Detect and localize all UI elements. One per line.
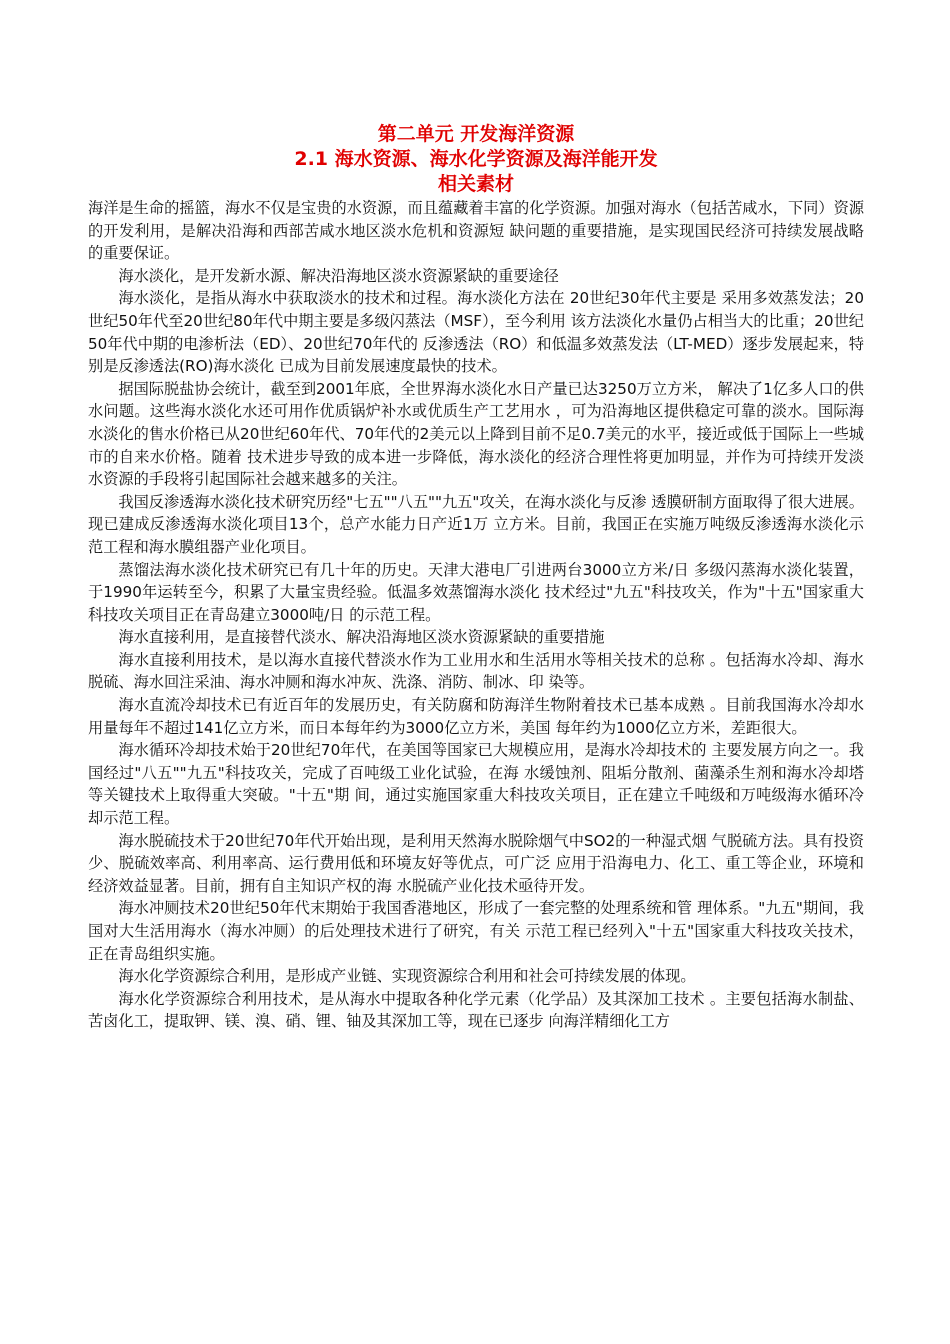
paragraph: 我国反渗透海水淡化技术研究历经"七五""八五""九五"攻关，在海水淡化与反渗 透膜研制方面取得了很大进展。现已建成反渗透海水淡化项目13个，总产水能力日产近1万 立方米。目前，我国正在实施万吨级反渗透海水淡化示范工程和海水膜组器产业化项目。 xyxy=(88,492,864,556)
unit-title: 第二单元 开发海洋资源 xyxy=(377,123,575,145)
body-text xyxy=(88,197,864,1033)
paragraph: 海水化学资源综合利用，是形成产业链、实现资源综合利用和社会可持续发展的体现。 xyxy=(118,967,696,986)
paragraph: 海水淡化，是指从海水中获取淡水的技术和过程。海水淡化方法在 20世纪30年代主要是 采用多效蒸发法；20世纪50年代至20世纪80年代中期主要是多级闪蒸法（MSF），至今利用 该方法淡化水量仍占相当大的比重；20世纪50年代中期的电渗析法（ED）、20世纪70年代的 反渗透法（RO）和低温多效蒸发法（LT-MED）逐步发展起来，特别是反渗透法(RO)海水淡化 已成为目前发展速度最快的技术。 xyxy=(88,289,864,376)
paragraph: 海洋是生命的摇篮，海水不仅是宝贵的水资源，而且蕴藏着丰富的化学资源。加强对海水（包括苦咸水，下同）资源的开发利用，是解决沿海和西部苦咸水地区淡水危机和资源短 缺问题的重要措施，是实现国民经济可持续发展战略的重要保证。 xyxy=(88,199,864,263)
paragraph: 海水淡化，是开发新水源、解决沿海地区淡水资源紧缺的重要途径 xyxy=(118,266,559,285)
paragraph: 海水化学资源综合利用技术，是从海水中提取各种化学元素（化学品）及其深加工技术 。主要包括海水制盐、苦卤化工，提取钾、镁、溴、硝、锂、铀及其深加工等，现在已逐步 向海洋精细化工方 xyxy=(88,989,864,1031)
paragraph: 海水直流冷却技术已有近百年的发展历史，有关防腐和防海洋生物附着技术已基本成熟 。目前我国海水冷却水用量每年不超过141亿立方米，而日本每年约为3000亿立方米，美国 每年约为1000亿立方米，差距很大。 xyxy=(88,696,864,737)
paragraph: 海水脱硫技术于20世纪70年代开始出现，是利用天然海水脱除烟气中SO2的一种湿式烟 气脱硫方法。具有投资少、脱硫效率高、利用率高、运行费用低和环境友好等优点，可广泛 应用于沿海电力、化工、重工等企业，环境和经济效益显著。目前，拥有自主知识产权的海 水脱硫产业化技术亟待开发。 xyxy=(88,831,864,895)
paragraph: 海水直接利用，是直接替代淡水、解决沿海地区淡水资源紧缺的重要措施 xyxy=(118,628,605,647)
paragraph: 海水循环冷却技术始于20世纪70年代，在美国等国家已大规模应用，是海水冷却技术的 主要发展方向之一。我国经过"八五""九五"科技攻关，完成了百吨级工业化试验，在海 水缓蚀剂、阻垢分散剂、菌藻杀生剂和海水冷却塔等关键技术上取得重大突破。"十五"期 间，通过实施国家重大科技攻关项目，正在建立千吨级和万吨级海水循环冷却示范工程。 xyxy=(88,741,864,828)
section-title: 2.1 海水资源、海水化学资源及海洋能开发 xyxy=(294,148,658,170)
title-block xyxy=(88,122,864,197)
paragraph: 蒸馏法海水淡化技术研究已有几十年的历史。天津大港电厂引进两台3000立方米/日 多级闪蒸海水淡化装置，于1990年运转至今，积累了大量宝贵经验。低温多效蒸馏海水淡化 技术经过"九五"科技攻关，作为"十五"国家重大科技攻关项目正在青岛建立3000吨/日 的示范工程。 xyxy=(88,560,864,624)
sub-title: 相关素材 xyxy=(437,173,514,195)
paragraph: 海水冲厕技术20世纪50年代末期始于我国香港地区，形成了一套完整的处理系统和管 理体系。"九五"期间，我国对大生活用海水（海水冲厕）的后处理技术进行了研究，有关 示范工程已经列入"十五"国家重大科技攻关技术，正在青岛组织实施。 xyxy=(88,899,864,963)
document-page xyxy=(88,122,864,1033)
paragraph: 据国际脱盐协会统计，截至到2001年底，全世界海水淡化水日产量已达3250万立方米， 解决了1亿多人口的供水问题。这些海水淡化水还可用作优质锅炉补水或优质生产工艺用水 ，可为沿海地区提供稳定可靠的淡水。国际海水淡化的售水价格已从20世纪60年代、70年代的2美元以上降到目前不足0.7美元的水平，接近或低于国际上一些城市的自来水价格。随着 技术进步导致的成本进一步降低，海水淡化的经济合理性将更加明显，并作为可持续开发淡 水资源的手段将引起国际社会越来越多的关注。 xyxy=(88,379,864,489)
paragraph: 海水直接利用技术，是以海水直接代替淡水作为工业用水和生活用水等相关技术的总称 。包括海水冷却、海水脱硫、海水回注采油、海水冲厕和海水冲灰、洗涤、消防、制冰、印 染等。 xyxy=(88,650,864,692)
